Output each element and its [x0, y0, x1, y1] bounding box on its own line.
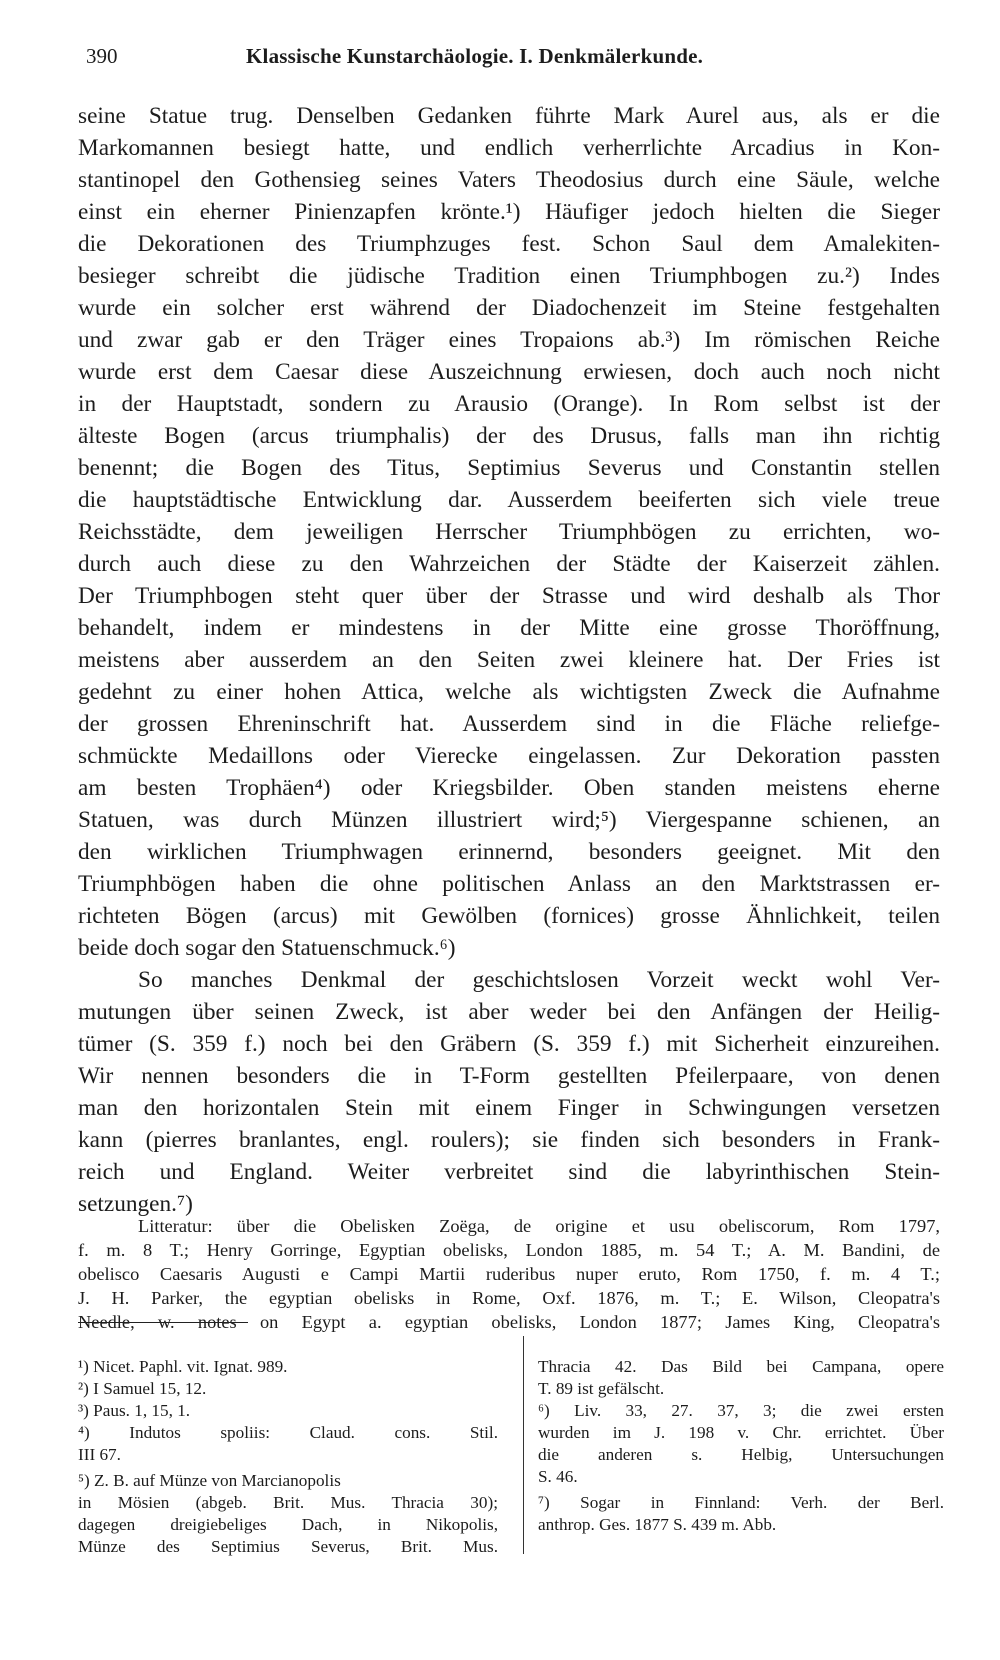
footnote-line: Münze des Septimius Severus, Brit. Mus.	[78, 1537, 498, 1556]
body-line: den wirklichen Triumphwagen erinnernd, besonders geeignet. Mit den	[78, 839, 940, 865]
body-line: reich und England. Weiter verbreitet sind die labyrinthischen Stein-	[78, 1159, 940, 1185]
body-line: am besten Trophäen⁴) oder Kriegsbilder. Oben standen meistens eherne	[78, 775, 940, 801]
body-line: die hauptstädtische Entwicklung dar. Ausserdem beeiferten sich viele treue	[78, 487, 940, 513]
body-line: Markomannen besiegt hatte, und endlich verherrlichte Arcadius in Kon-	[78, 135, 940, 161]
footnote-line: ⁵) Z. B. auf Münze von Marcianopolis	[78, 1471, 341, 1490]
body-line: in der Hauptstadt, sondern zu Arausio (Orange). In Rom selbst ist der	[78, 391, 940, 417]
page-header	[78, 44, 940, 78]
footnote-line: ¹) Nicet. Paphl. vit. Ignat. 989.	[78, 1357, 288, 1376]
literature-line: obelisco Caesaris Augusti e Campi Martii ruderibus nuper eruto, Rom 1750, f. m. 4 T.;	[78, 1264, 940, 1284]
footnote-rule	[78, 1322, 248, 1323]
body-line: richteten Bögen (arcus) mit Gewölben (fornices) grosse Ähnlichkeit, teilen	[78, 903, 940, 929]
body-line: besieger schreibt die jüdische Tradition einen Triumphbogen zu.²) Indes	[78, 263, 940, 289]
literature-line: Litteratur: über die Obelisken Zoëga, de origine et usu obeliscorum, Rom 1797,	[138, 1216, 940, 1236]
footnote-line: ⁷) Sogar in Finnland: Verh. der Berl.	[538, 1493, 944, 1512]
body-line: mutungen über seinen Zweck, ist aber weder bei den Anfängen der Heilig-	[78, 999, 940, 1025]
footnote-line: die anderen s. Helbig, Untersuchungen	[538, 1445, 944, 1464]
body-line: kann (pierres branlantes, engl. roulers); sie finden sich besonders in Frank-	[78, 1127, 940, 1153]
body-line: Statuen, was durch Münzen illustriert wird;⁵) Viergespanne schienen, an	[78, 807, 940, 833]
page-number: 390	[86, 44, 118, 68]
body-line: älteste Bogen (arcus triumphalis) der des Drusus, falls man ihn richtig	[78, 423, 940, 449]
footnote-line: in Mösien (abgeb. Brit. Mus. Thracia 30);	[78, 1493, 498, 1512]
body-line: beide doch sogar den Statuenschmuck.⁶)	[78, 935, 456, 961]
body-line: schmückte Medaillons oder Vierecke eingelassen. Zur Dekoration passten	[78, 743, 940, 769]
body-line: der grossen Ehreninschrift hat. Ausserdem sind in die Fläche reliefge-	[78, 711, 940, 737]
body-line: So manches Denkmal der geschichtslosen Vorzeit weckt wohl Ver-	[138, 967, 940, 993]
body-line: Der Triumphbogen steht quer über der Strasse und wird deshalb als Thor	[78, 583, 940, 609]
body-line: und zwar gab er den Träger eines Tropaions ab.³) Im römischen Reiche	[78, 327, 940, 353]
body-line: benennt; die Bogen des Titus, Septimius Severus und Constantin stellen	[78, 455, 940, 481]
body-line: behandelt, indem er mindestens in der Mitte eine grosse Thoröffnung,	[78, 615, 940, 641]
footnote-column-divider	[523, 1336, 524, 1554]
footnote-line: ²) I Samuel 15, 12.	[78, 1379, 207, 1398]
footnote-line: anthrop. Ges. 1877 S. 439 m. Abb.	[538, 1515, 777, 1534]
body-line: die Dekorationen des Triumphzuges fest. Schon Saul dem Amalekiten-	[78, 231, 940, 257]
body-line: wurde erst dem Caesar diese Auszeichnung erwiesen, doch auch noch nicht	[78, 359, 940, 385]
literature-line: f. m. 8 T.; Henry Gorringe, Egyptian obelisks, London 1885, m. 54 T.; A. M. Bandini, de	[78, 1240, 940, 1260]
body-line: Triumphbögen haben die ohne politischen Anlass an den Marktstrassen er-	[78, 871, 940, 897]
body-line: Wir nennen besonders die in T-Form gestellten Pfeilerpaare, von denen	[78, 1063, 940, 1089]
footnote-line: ⁶) Liv. 33, 27. 37, 3; die zwei ersten	[538, 1401, 944, 1420]
body-line: einst ein eherner Pinienzapfen krönte.¹) Häufiger jedoch hielten die Sieger	[78, 199, 940, 225]
footnote-line: S. 46.	[538, 1467, 578, 1486]
body-line: stantinopel den Gothensieg seines Vaters Theodosius durch eine Säule, welche	[78, 167, 940, 193]
footnote-line: III 67.	[78, 1445, 121, 1464]
body-line: Reichsstädte, dem jeweiligen Herrscher Triumphbögen zu errichten, wo-	[78, 519, 940, 545]
footnote-line: ³) Paus. 1, 15, 1.	[78, 1401, 191, 1420]
literature-line: Needle, w. notes on Egypt a. egyptian obelisks, London 1877; James King, Cleopatra's	[78, 1312, 940, 1332]
body-line: man den horizontalen Stein mit einem Finger in Schwingungen versetzen	[78, 1095, 940, 1121]
footnote-line: ⁴) Indutos spoliis: Claud. cons. Stil.	[78, 1423, 498, 1442]
literature-line: J. H. Parker, the egyptian obelisks in Rome, Oxf. 1876, m. T.; E. Wilson, Cleopatra's	[78, 1288, 940, 1308]
body-line: gedehnt zu einer hohen Attica, welche als wichtigsten Zweck die Aufnahme	[78, 679, 940, 705]
body-line: meistens aber ausserdem an den Seiten zwei kleinere hat. Der Fries ist	[78, 647, 940, 673]
body-line: setzungen.⁷)	[78, 1191, 193, 1217]
body-line: seine Statue trug. Denselben Gedanken führte Mark Aurel aus, als er die	[78, 103, 940, 129]
body-line: wurde ein solcher erst während der Diadochenzeit im Steine festgehalten	[78, 295, 940, 321]
footnote-line: dagegen dreigiebeliges Dach, in Nikopolis,	[78, 1515, 498, 1534]
running-head: Klassische Kunstarchäologie. I. Denkmälerkunde.	[246, 44, 704, 68]
footnote-line: T. 89 ist gefälscht.	[538, 1379, 665, 1398]
body-line: durch auch diese zu den Wahrzeichen der Städte der Kaiserzeit zählen.	[78, 551, 940, 577]
body-line: tümer (S. 359 f.) noch bei den Gräbern (S. 359 f.) mit Sicherheit einzureihen.	[78, 1031, 940, 1057]
footnote-line: wurden im J. 198 v. Chr. errichtet. Über	[538, 1423, 944, 1442]
footnote-line: Thracia 42. Das Bild bei Campana, opere	[538, 1357, 944, 1376]
